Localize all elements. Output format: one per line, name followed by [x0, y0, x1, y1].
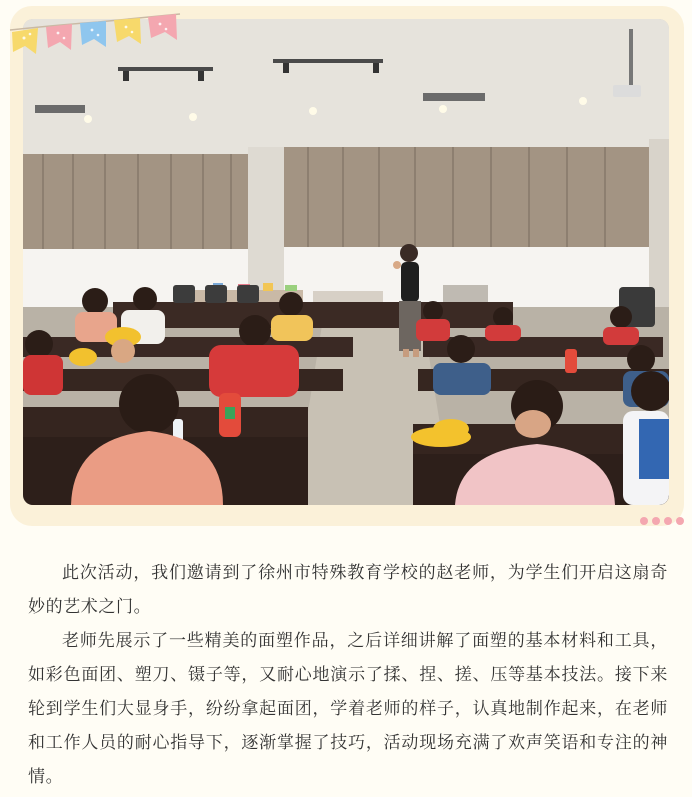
bunting-flag — [46, 24, 72, 50]
bunting-flag — [80, 21, 106, 47]
bunting-flag — [12, 28, 38, 54]
article-text — [28, 556, 668, 794]
classroom-photo — [23, 19, 669, 505]
bunting-flag — [148, 14, 177, 40]
photo-frame — [10, 6, 684, 526]
dots-decoration — [634, 514, 686, 528]
bunting-flag — [114, 18, 141, 44]
bunting-decoration — [8, 6, 184, 58]
article-paragraph: 此次活动，我们邀请到了徐州市特殊教育学校的赵老师，为学生们开启这扇奇妙的艺术之门。 — [28, 563, 668, 617]
article-paragraph: 老师先展示了一些精美的面塑作品，之后详细讲解了面塑的基本材料和工具，如彩色面团、塑刀、镊子等，又耐心地演示了揉、捏、搓、压等基本技法。接下来轮到学生们大显身手，纷纷拿起面团，学着老师的样子，认真地制作起来，在老师和工作人员的耐心指导下，逐渐掌握了技巧，活动现场充满了欢声笑语和专注的神情。 — [28, 631, 668, 787]
classroom-photo-illustration — [23, 19, 669, 505]
